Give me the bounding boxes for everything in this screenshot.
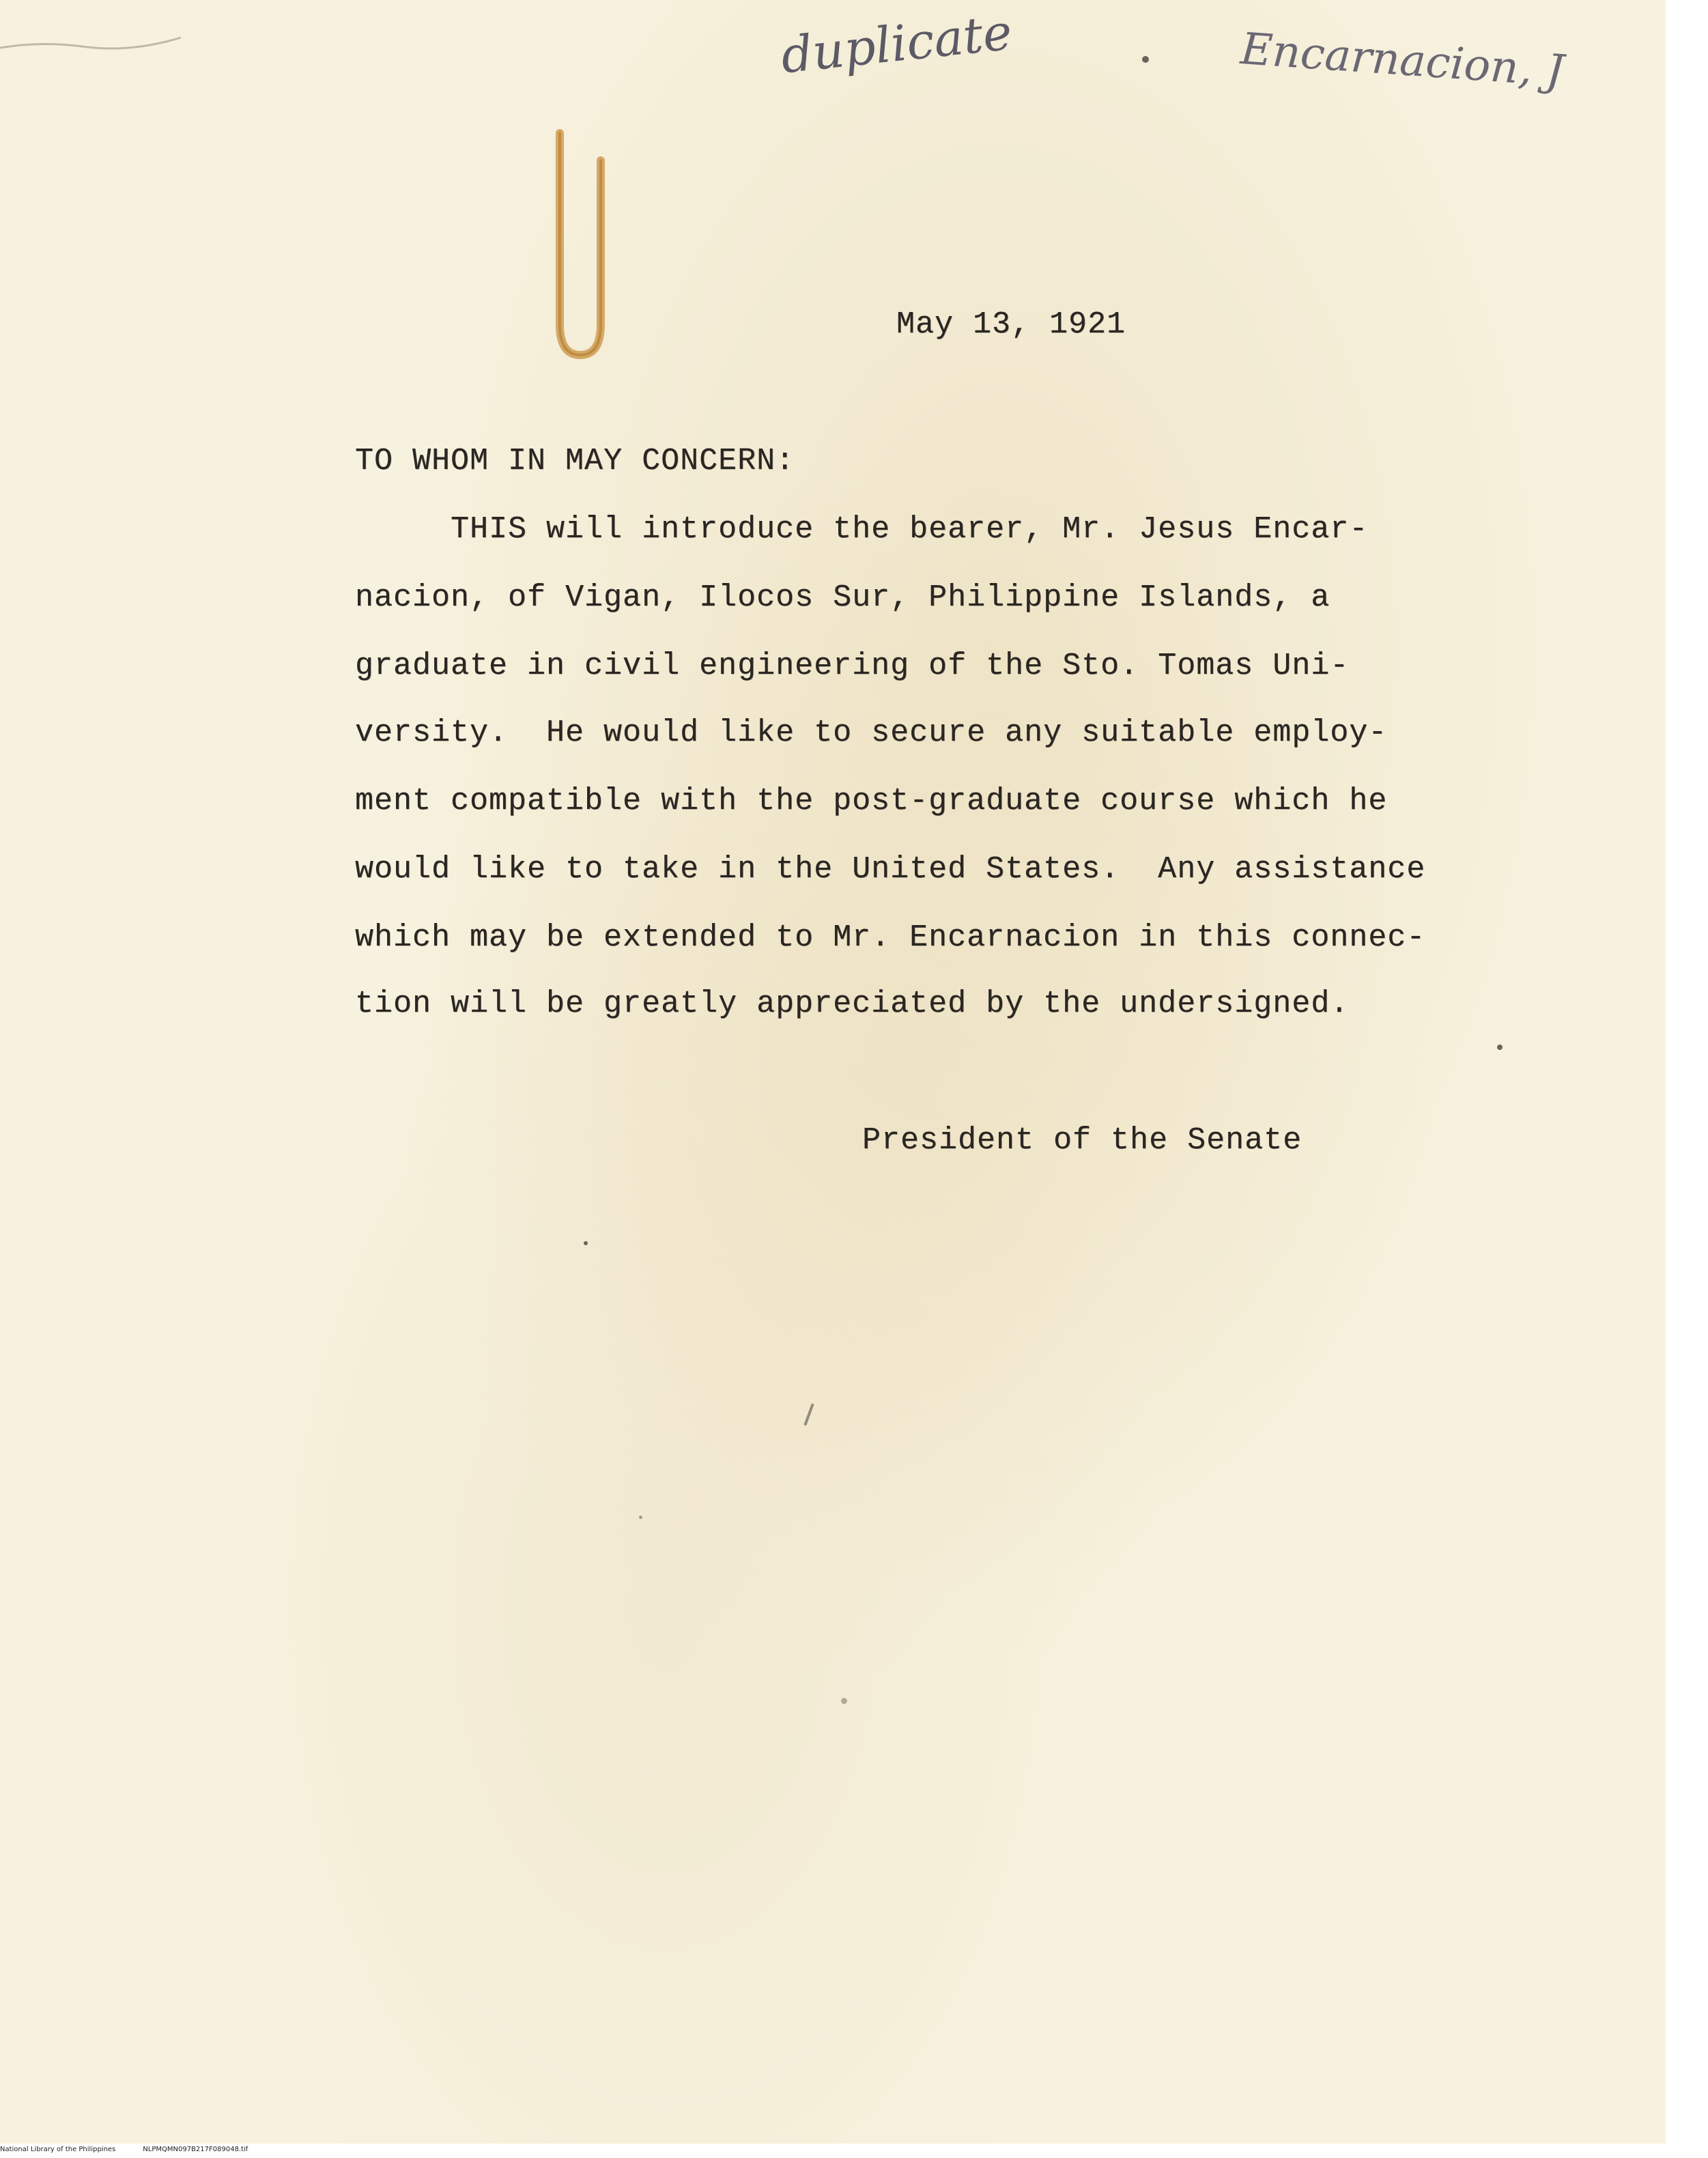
paper-speck — [639, 1516, 642, 1519]
handwritten-duplicate-note: duplicate — [778, 3, 1015, 85]
paper-speck — [1497, 1045, 1503, 1050]
footer-file-id: NLPMQMN097B217F089048.tif — [143, 2146, 248, 2153]
paper-scratch — [803, 1403, 814, 1425]
letter-body-line: ment compatible with the post-graduate course which he — [355, 784, 1388, 819]
letter-body-line: which may be extended to Mr. Encarnacion in this connec- — [355, 920, 1426, 955]
handwritten-name-note: Encarnacion, J — [1238, 24, 1566, 97]
scan-margin-right — [1666, 0, 1708, 2158]
letter-date: May 13, 1921 — [896, 307, 1126, 342]
paper-speck — [841, 1698, 847, 1704]
footer-institution: National Library of the Philippines — [0, 2146, 116, 2153]
paper-speck — [1142, 56, 1149, 63]
letter-body-line: graduate in civil engineering of the Sto. Tomas Uni- — [355, 649, 1350, 683]
letter-body-line: versity. He would like to secure any suitable employ- — [355, 715, 1388, 750]
torn-edge-mark — [0, 20, 191, 61]
signature-line: President of the Senate — [862, 1123, 1303, 1158]
letter-body-line: THIS will introduce the bearer, Mr. Jesus Encar- — [355, 512, 1369, 547]
letter-body-line: tion will be greatly appreciated by the undersigned. — [355, 986, 1350, 1021]
letter-body-line: nacion, of Vigan, Ilocos Sur, Philippine Islands, a — [355, 580, 1330, 615]
scan-footer — [0, 2146, 275, 2153]
letter-salutation: TO WHOM IN MAY CONCERN: — [355, 444, 795, 479]
paper-speck — [584, 1241, 588, 1245]
paperclip-stain-icon — [539, 119, 621, 365]
letter-body-line: would like to take in the United States. Any assistance — [355, 852, 1426, 887]
